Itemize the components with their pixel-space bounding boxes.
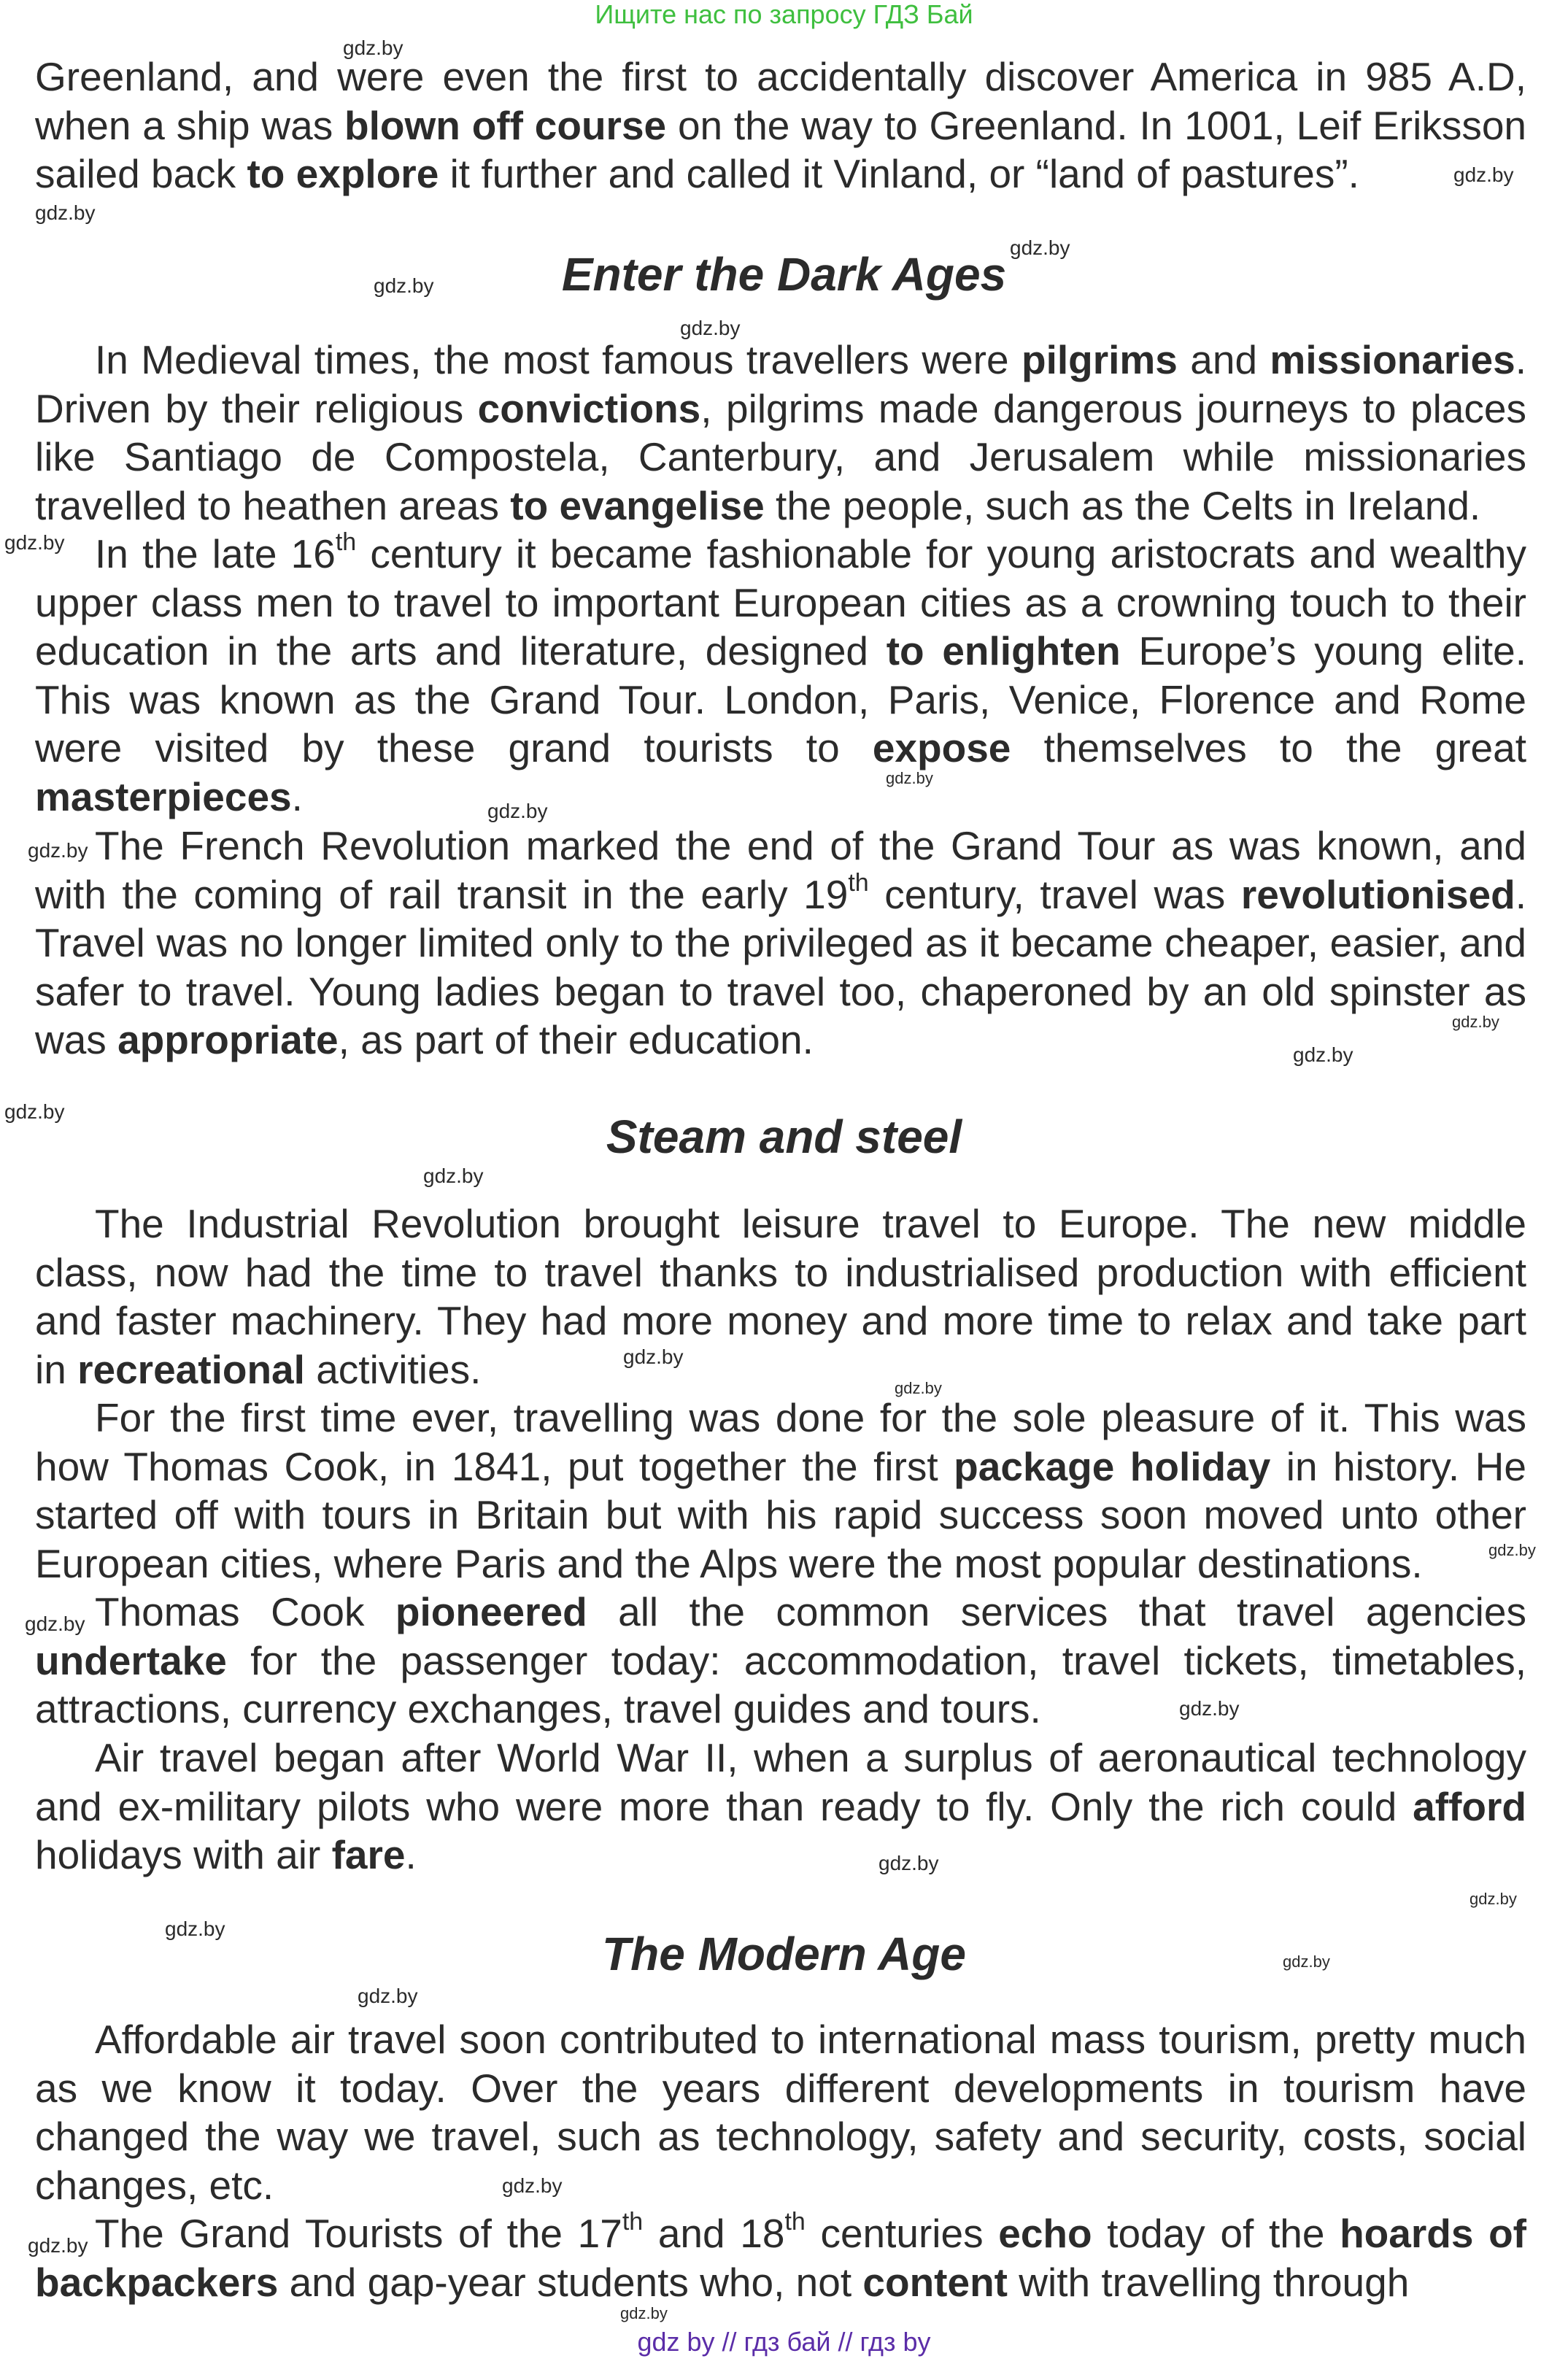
watermark: gdz.by <box>620 2304 668 2322</box>
paragraph-medieval: In Medieval times, the most famous travellers were pilgrims and missionaries. Driven by their religious convictions, pilgrims made dangerous journeys to places like Santiago de Compostela, Canterbury, and Jerusalem while missionaries travelled to heathen areas to evangelise the people, such as the Celts in Ireland. <box>35 337 1526 528</box>
watermark: gdz.by <box>28 2234 88 2257</box>
watermark: gdz.by <box>487 800 548 822</box>
watermark: gdz.by <box>165 1917 225 1940</box>
watermark: gdz.by <box>4 1100 65 1123</box>
paragraph-vikings: Greenland, and were even the first to accidentally discover America in 985 A.D, when a ship was blown off course on the way to Greenland. In 1001, Leif Eriksson sailed back to explore it further and called it Vinland, or “land of pastures”. <box>35 54 1526 196</box>
paragraph-backpackers: The Grand Tourists of the 17th and 18th centuries echo today of the hoards of backpackers and gap-year students who, not content with travelling through <box>35 2208 1527 2305</box>
watermark: gdz.by <box>1010 236 1070 259</box>
watermark: gdz.by <box>1283 1952 1330 1971</box>
watermark: gdz.by <box>25 1612 85 1635</box>
watermark: gdz.by <box>1452 1013 1499 1031</box>
watermark: gdz.by <box>623 1345 684 1368</box>
watermark: gdz.by <box>1488 1541 1536 1559</box>
heading-steam-steel: Steam and steel <box>606 1110 962 1163</box>
watermark: gdz.by <box>502 2174 563 2197</box>
watermark: gdz.by <box>1453 163 1514 186</box>
paragraph-services: Thomas Cook pioneered all the common services that travel agencies undertake for the passenger today: accommodation, travel tickets, timetables, attractions, currency exchanges, travel guides and tours. <box>35 1589 1526 1731</box>
watermark: gdz.by <box>1469 1890 1517 1908</box>
paragraph-thomas-cook: For the first time ever, travelling was done for the sole pleasure of it. This was how Thomas Cook, in 1841, put together the first package holiday in history. He started off with tours in Britain but with his rapid success soon moved unto other European cities, where Paris and the Alps were the most popular destinations. <box>35 1395 1526 1586</box>
paragraph-industrial: The Industrial Revolution brought leisure travel to Europe. The new middle class, now had the time to travel thanks to industrialised production with efficient and faster machinery. They had more money and more time to relax and take part in recreational activities. <box>35 1201 1526 1392</box>
paragraph-air-travel: Air travel began after World War II, when a surplus of aeronautical technology and ex-military pilots who were more than ready to fly. Only the rich could afford holidays with air fare. <box>35 1735 1526 1877</box>
watermark: gdz.by <box>895 1379 942 1397</box>
watermark: gdz.by <box>358 1985 418 2007</box>
paragraph-mass-tourism: Affordable air travel soon contributed to international mass tourism, pretty much as we know it today. Over the years different developments in tourism have changed the way we travel, such as technology, safety and security, costs, social changes, etc. <box>35 2017 1526 2208</box>
paragraph-french-revolution: The French Revolution marked the end of the Grand Tour as was known, and with the coming of rail transit in the early 19th century, travel was revolutionised. Travel was no longer limited only to the privileged as it became cheaper, easier, and safer to travel. Young ladies began to travel too, chaperoned by an old spinster as was appropriate, as part of their education. <box>35 823 1527 1062</box>
watermark: gdz.by <box>374 274 434 297</box>
watermark: gdz.by <box>878 1852 939 1874</box>
watermark: gdz.by <box>4 531 65 554</box>
watermark: gdz.by <box>28 839 88 862</box>
watermark: gdz.by <box>35 201 96 224</box>
bottom-banner[interactable]: gdz by // гдз бай // гдз by <box>637 2327 931 2357</box>
heading-dark-ages: Enter the Dark Ages <box>561 248 1007 301</box>
watermark: gdz.by <box>1179 1697 1240 1720</box>
top-banner[interactable]: Ищите нас по запросу ГДЗ Бай <box>595 0 973 29</box>
watermark: gdz.by <box>680 317 741 339</box>
watermark: gdz.by <box>343 36 403 59</box>
watermark: gdz.by <box>423 1164 484 1187</box>
watermark: gdz.by <box>886 769 933 787</box>
watermark: gdz.by <box>1293 1043 1353 1066</box>
heading-modern-age: The Modern Age <box>602 1928 966 1980</box>
paragraph-grand-tour: In the late 16th century it became fashionable for young aristocrats and wealthy upper class men to travel to important European cities as a crowning touch to their education in the arts and literature, designed to enlighten Europe’s young elite. This was known as the Grand Tour. London, Paris, Venice, Florence and Rome were visited by these grand tourists to expose themselves to the great masterpieces. <box>35 528 1526 819</box>
